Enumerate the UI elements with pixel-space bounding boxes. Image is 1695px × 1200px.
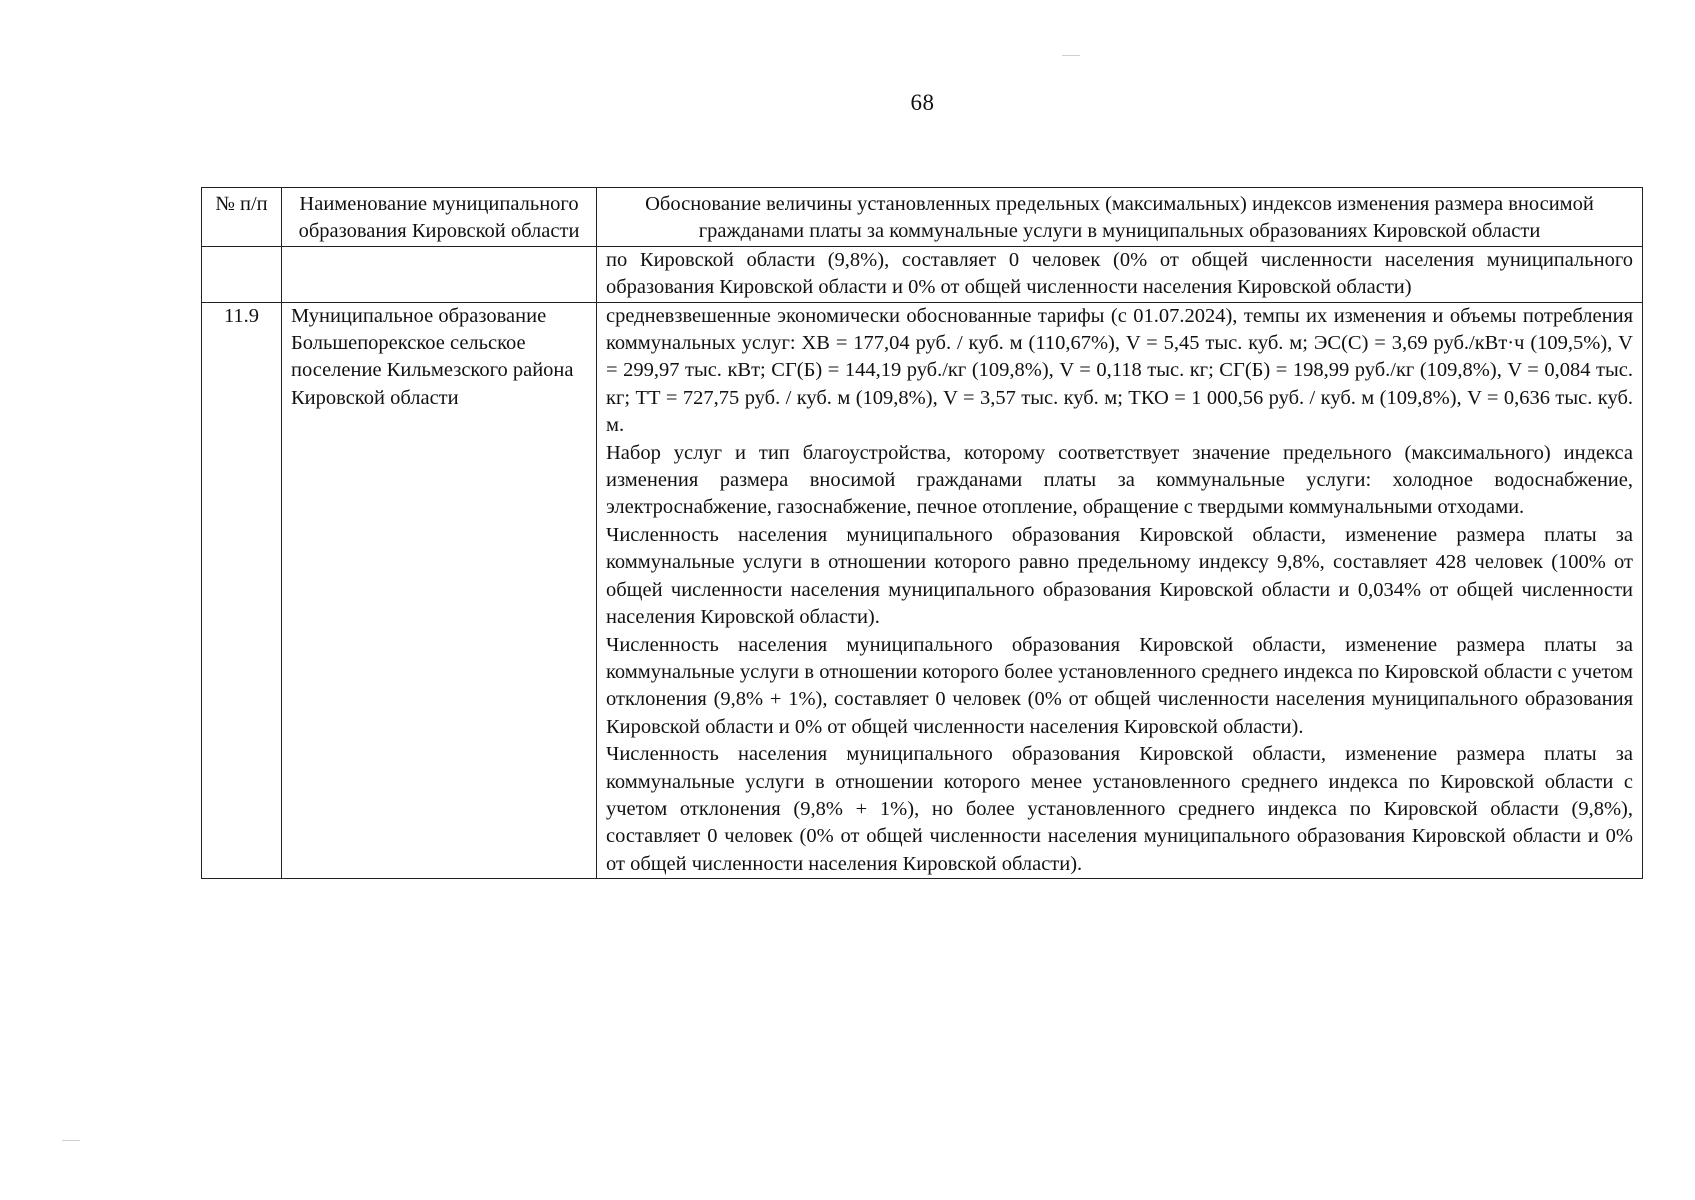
row-justification-cell xyxy=(597,246,1643,302)
row-justification-cell xyxy=(597,302,1643,879)
header-municipality-name: Наименование муниципального образования Кировской области xyxy=(282,188,597,247)
table-header-row xyxy=(202,188,1643,247)
row-name-cell xyxy=(282,246,597,302)
header-justification: Обоснование величины установленных предельных (максимальных) индексов изменения размера вносимой гражданами платы за коммунальные услуги в муниципальных образованиях Кировской области xyxy=(597,188,1643,247)
population-between-index-paragraph: Численность населения муниципального образования Кировской области, изменение размера платы за коммунальные услуги в отношении которого менее установленного среднего индекса по Кировской области с учетом отклонения (9,8% + 1%), но более установленного среднего индекса по Кировской области (9,8%), составляет 0 человек (0% от общей численности населения муниципального образования Кировской области и 0% от общей численности населения Кировской области). xyxy=(606,743,1633,875)
row-number-cell: 11.9 xyxy=(202,302,282,879)
tariff-justification-table xyxy=(201,187,1643,879)
row-number-cell xyxy=(202,246,282,302)
header-number: № п/п xyxy=(202,188,282,247)
page-number: 68 xyxy=(910,90,935,115)
scan-artifact-mark xyxy=(62,1140,80,1141)
population-above-index-paragraph: Численность населения муниципального образования Кировской области, изменение размера платы за коммунальные услуги в отношении которого более установленного среднего индекса по Кировской области с учетом отклонения (9,8% + 1%), составляет 0 человек (0% от общей численности населения муниципального образования Кировской области и 0% от общей численности населения Кировской области). xyxy=(606,633,1633,738)
table-row-11-9 xyxy=(202,302,1643,879)
scan-artifact-mark xyxy=(1062,55,1080,56)
tariffs-paragraph: средневзвешенные экономически обоснованные тарифы (с 01.07.2024), темпы их изменения и объемы потребления коммунальных услуг: ХВ = 177,04 руб. / куб. м (110,67%), V = 5,45 тыс. куб. м; ЭС(С) = 3,69 руб./кВт·ч (109,5%), V = 299,97 тыс. кВт; СГ(Б) = 144,19 руб./кг (109,8%), V = 0,118 тыс. кг; СГ(Б) = 198,99 руб./кг (109,8%), V = 0,084 тыс. кг; ТТ = 727,75 руб. / куб. м (109,8%), V = 3,57 тыс. куб. м; ТКО = 1 000,56 руб. / куб. м (109,8%), V = 0,636 тыс. куб. м. xyxy=(606,304,1633,437)
table-row-continuation xyxy=(202,246,1643,302)
row-name-cell: Муниципальное образование Большепорекское сельское поселение Кильмезского района Кировской области xyxy=(282,302,597,879)
population-equal-index-paragraph: Численность населения муниципального образования Кировской области, изменение размера платы за коммунальные услуги в отношении которого равно предельному индексу 9,8%, составляет 428 человек (100% от общей численности населения муниципального образования Кировской области и 0,034% от общей численности населения Кировской области). xyxy=(606,523,1633,629)
services-set-paragraph: Набор услуг и тип благоустройства, которому соответствует значение предельного (максимального) индекса изменения размера вносимой гражданами платы за коммунальные услуги: холодное водоснабжение, электроснабжение, газоснабжение, печное отопление, обращение с твердыми коммунальными отходами. xyxy=(606,441,1633,519)
justification-paragraph: по Кировской области (9,8%), составляет 0 человек (0% от общей численности населения муниципального образования Кировской области и 0% от общей численности населения Кировской области) xyxy=(606,248,1633,299)
